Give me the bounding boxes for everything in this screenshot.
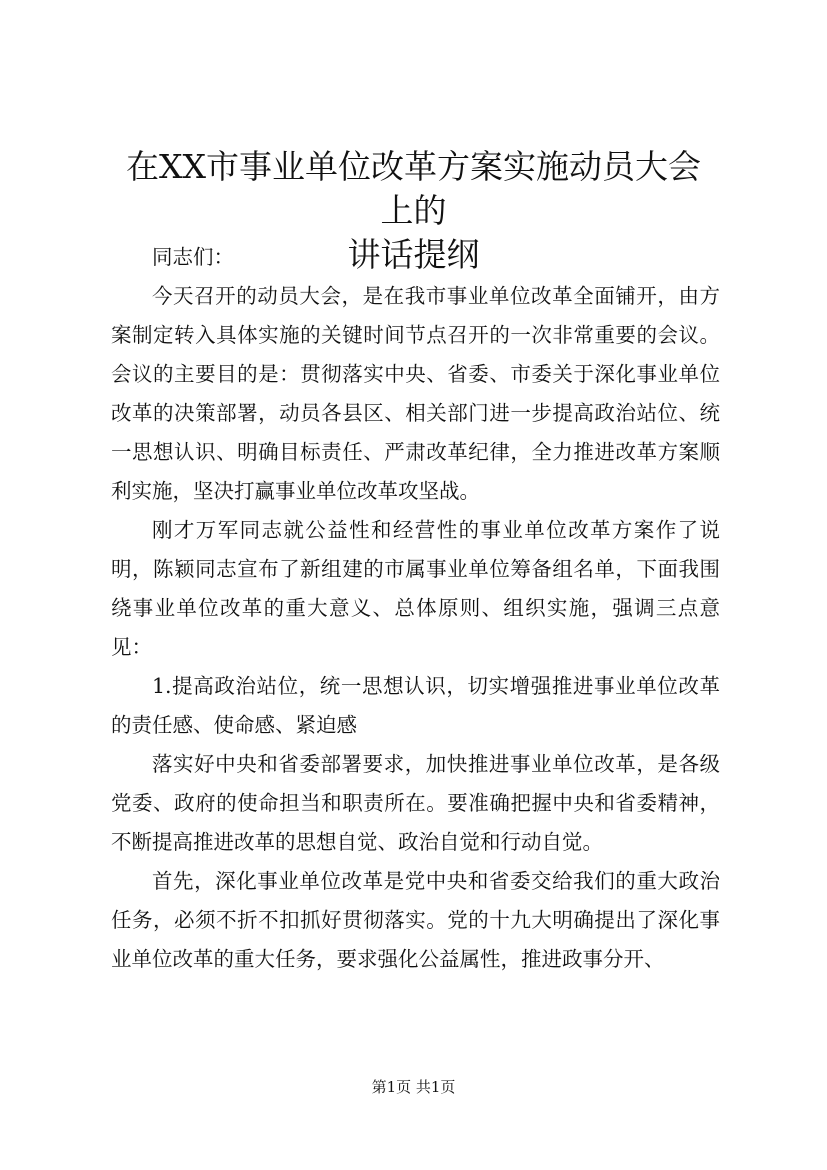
title-line-2: 讲话提纲: [347, 235, 480, 274]
section-heading: 1.提高政治站位，统一思想认识，切实增强推进事业单位改革的责任感、使命感、紧迫感: [111, 674, 720, 737]
body-paragraph: 刚才万军同志就公益性和经营性的事业单位改革方案作了说明，陈颖同志宣布了新组建的市属事业单位筹备组名单，下面我围绕事业单位改革的重大意义、总体原则、组织实施，强调三点意见：: [111, 518, 720, 659]
title-line-1: 在XX市事业单位改革方案实施动员大会上的: [126, 147, 701, 230]
body-paragraph: 今天召开的动员大会，是在我市事业单位改革全面铺开，由方案制定转入具体实施的关键时间节点召开的一次非常重要的会议。会议的主要目的是：贯彻落实中央、省委、市委关于深化事业单位改革的决策部署，动员各县区、相关部门进一步提高政治站位、统一思想认识、明确目标责任、严肃改革纪律，全力推进改革方案顺利实施，坚决打赢事业单位改革攻坚战。: [111, 284, 720, 503]
document-body: [111, 238, 720, 979]
body-paragraph: 落实好中央和省委部署要求，加快推进事业单位改革，是各级党委、政府的使命担当和职责所在。要准确把握中央和省委精神，不断提高推进改革的思想自觉、政治自觉和行动自觉。: [111, 752, 720, 854]
body-paragraph: 首先，深化事业单位改革是党中央和省委交给我们的重大政治任务，必须不折不扣抓好贯彻落实。党的十九大明确提出了深化事业单位改革的重大任务，要求强化公益属性，推进政事分开、: [111, 869, 720, 971]
page-footer: [0, 1077, 827, 1097]
page-number: 第1页 共1页: [371, 1078, 456, 1096]
salutation: 同志们：: [152, 245, 234, 269]
